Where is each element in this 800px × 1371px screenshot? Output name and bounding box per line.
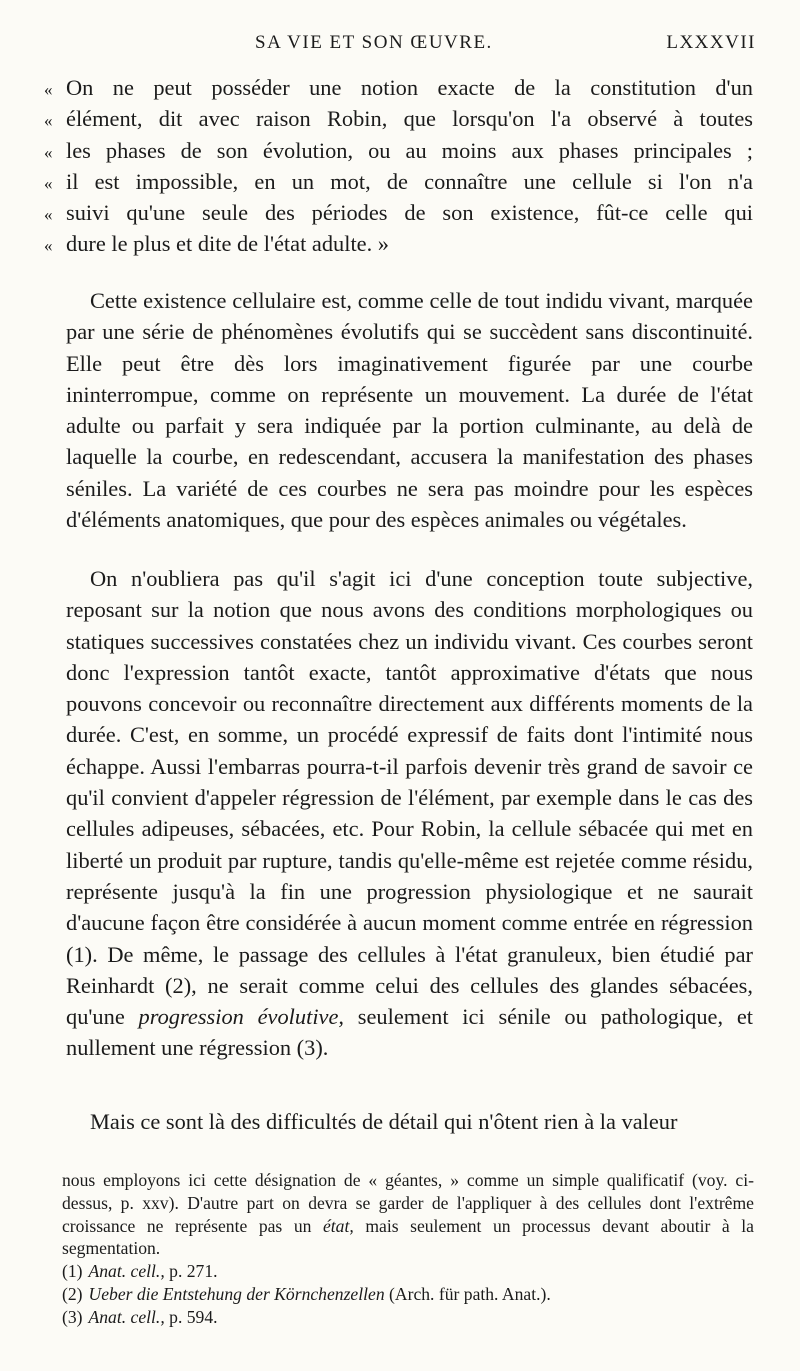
paragraph-text: Cette existence cellulaire est, comme celle de tout indidu vivant, marquée par une série de phénomènes évolutifs qui se succèdent sans discontinuité. Elle peut être dès lors imaginativement figurée par une courbe ininterrompue, comme on représente un mouvement. La durée de l'état adulte ou parfait y sera indiquée par la portion culminante, au delà de laquelle la courbe, en redescendant, accusera la manifestation des phases séniles. La variété de ces courbes ne sera pas moindre pour les espèces d'éléments anatomiques, que pour des espèces animales ou végétales. <box>66 288 753 533</box>
quote-line: « On ne peut posséder une notion exacte de la constitution d'un <box>44 75 753 100</box>
quote-line: « élément, dit avec raison Robin, que lorsqu'on l'a observé à toutes <box>44 106 753 132</box>
paragraph-text: On n'oubliera pas qu'il s'agit ici d'une conception toute subjective, reposant sur la notion que nous avons des conditions morphologiques ou statiques successives constatées chez un individu vivant. Ces courbes seront donc l'expression tantôt exacte, tantôt approximative d'états que nous pouvons concevoir ou reconnaître directement aux différents moments de la durée. C'est, en somme, un procédé expressif de faits dont l'intimité nous échappe. Aussi l'embarras pourra-t-il parfois devenir très grand de savoir ce qu'il convient d'appeler régression de l'élément, par exemple dans le cas des cellules adipeuses, sébacées, etc. Pour Robin, la cellule sébacée qui met en liberté un produit par rupture, tandis qu'elle-même est rejetée comme résidu, représente jusqu'à la fin une progression physiologique et ne saurait d'aucune façon être considérée à aucun moment comme entrée en régression (1). De même, le passage des cellules à l'état granuleux, bien étudié par Reinhardt (2), ne serait comme celui des cellules des glandes sébacées, qu'une progression évolutive, seulement ici sénile ou pathologique, et nullement une régression (3). <box>66 566 753 1061</box>
footnote-1: (1) Anat. cell., p. 271. <box>62 1261 218 1282</box>
footnote-continuation: nous employons ici cette désignation de « géantes, » comme un simple qualificatif (voy. ci-dessus, p. xxv). D'autre part on devra se garder de l'appliquer à des cellules dont l'extrême croissance ne représente pas un état, mais seulement un processus devant aboutir à la segmentation. <box>62 1170 754 1259</box>
italic-term: progression évolutive, <box>138 1004 345 1030</box>
quote-line: « dure le plus et dite de l'état adulte. » <box>44 231 389 257</box>
footnote-2: (2) Ueber die Entstehung der Körnchenzellen (Arch. für path. Anat.). <box>62 1283 551 1304</box>
paragraph-2 <box>66 563 753 1064</box>
paragraph-1 <box>66 285 753 535</box>
running-head <box>60 32 760 62</box>
footnote-3: (3) Anat. cell., p. 594. <box>62 1306 218 1327</box>
running-title: SA VIE ET SON ŒUVRE. <box>255 32 493 53</box>
footnotes <box>62 1169 754 1329</box>
page-number: LXXXVII <box>666 32 756 53</box>
quote-line: « suivi qu'une seule des périodes de son existence, fût-ce celle qui <box>44 200 753 226</box>
paragraph-text: Mais ce sont là des difficultés de détail qui n'ôtent rien à la valeur <box>90 1109 678 1134</box>
quote-line: « il est impossible, en un mot, de connaître une cellule si l'on n'a <box>44 168 753 194</box>
paragraph-3 <box>66 1106 753 1137</box>
quoted-passage <box>44 72 753 260</box>
quote-line: « les phases de son évolution, ou au moins aux phases principales ; <box>44 137 753 163</box>
